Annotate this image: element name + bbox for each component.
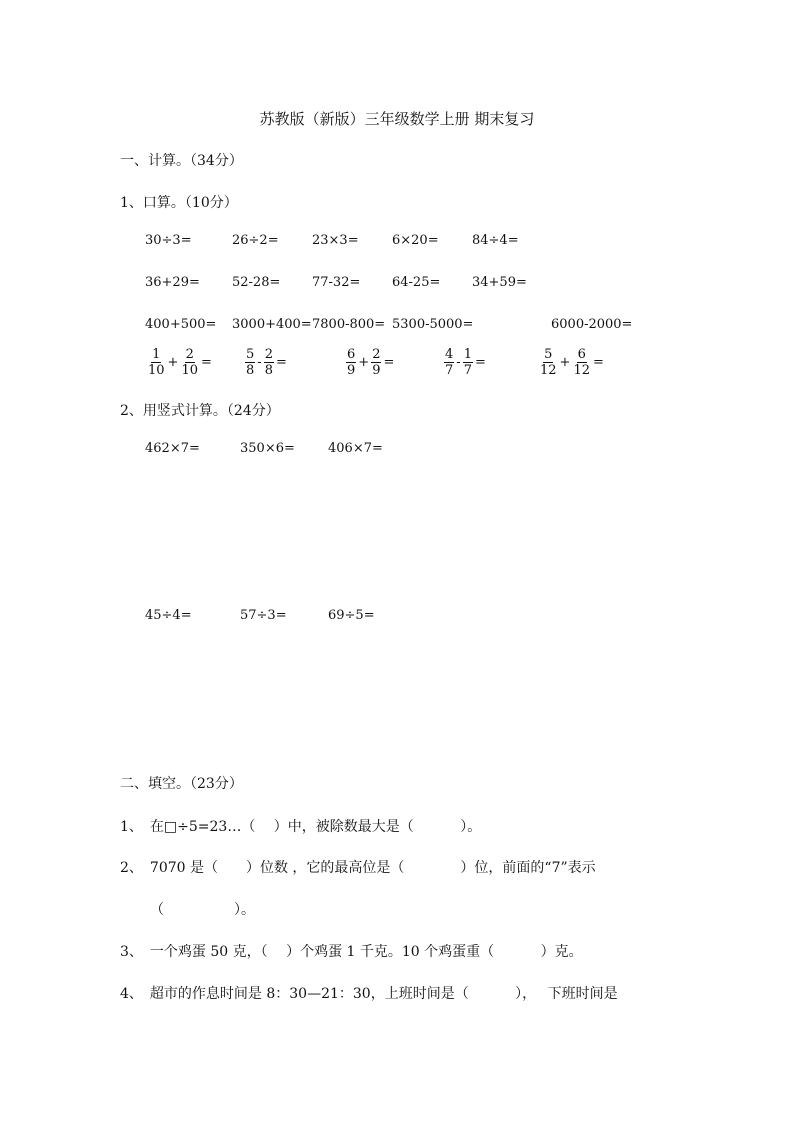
section-1-heading: 一、计算。（34分） (120, 153, 243, 169)
fill-blank-question-2: 2、 7070 是（ ）位数 ，它的最高位是（ ）位，前面的“7”表示 (120, 860, 596, 876)
oral-calc-item: 52-28= (232, 275, 281, 290)
equals-sign: = (474, 355, 486, 370)
denominator: 8 (264, 363, 273, 378)
equals-sign: = (201, 355, 212, 370)
oral-calc-heading: 1、口算。（10分） (120, 195, 238, 211)
oral-calc-item: 64-25= (392, 275, 441, 290)
numerator: 2 (185, 347, 194, 362)
vertical-calc-item: 45÷4= (145, 608, 192, 623)
operator: - (257, 355, 262, 370)
oral-calc-item: 34+59= (472, 275, 527, 290)
fraction (444, 347, 454, 378)
oral-calc-item: 77-32= (312, 275, 361, 290)
oral-calc-item: 23×3= (312, 233, 359, 248)
oral-calc-item: 5300-5000= (392, 317, 474, 332)
numerator: 2 (264, 347, 273, 362)
oral-calc-item: 26÷2= (232, 233, 279, 248)
fraction-expression (443, 347, 487, 378)
fraction (346, 347, 356, 378)
denominator: 10 (181, 363, 198, 378)
oral-calc-item: 30÷3= (145, 233, 192, 248)
numerator: 5 (246, 347, 255, 362)
page-title: 苏教版（新版）三年级数学上册 期末复习 (259, 110, 535, 128)
numerator: 4 (445, 347, 454, 362)
fraction-expression (538, 347, 605, 378)
equals-sign: = (593, 355, 604, 370)
numerator: 1 (463, 347, 472, 362)
oral-calc-item: 36+29= (145, 275, 200, 290)
denominator: 7 (445, 363, 454, 378)
fraction (264, 347, 274, 378)
fill-blank-question-4: 4、 超市的作息时间是 8：30—21：30，上班时间是（ ）， 下班时间是 (120, 986, 618, 1002)
fraction-expression (345, 347, 395, 378)
denominator: 8 (246, 363, 255, 378)
numerator: 5 (544, 347, 553, 362)
fill-blank-question-3: 3、 一个鸡蛋 50 克，（ ）个鸡蛋 1 千克。10 个鸡蛋重（ ）克。 (120, 944, 583, 960)
numerator: 6 (577, 347, 586, 362)
vertical-calc-heading: 2、用竖式计算。（24分） (120, 403, 280, 419)
oral-calc-item: 6×20= (392, 233, 439, 248)
oral-calc-item: 7800-800= (312, 317, 386, 332)
oral-calc-item: 84÷4= (472, 233, 519, 248)
numerator: 1 (152, 347, 161, 362)
fraction (463, 347, 473, 378)
denominator: 9 (347, 363, 356, 378)
operator: + (559, 355, 571, 370)
section-2-heading: 二、填空。（23分） (120, 776, 243, 792)
vertical-calc-item: 57÷3= (240, 608, 287, 623)
numerator: 2 (372, 347, 381, 362)
vertical-calc-item: 406×7= (328, 441, 383, 456)
vertical-calc-item: 69÷5= (328, 608, 375, 623)
denominator: 9 (372, 363, 381, 378)
fill-blank-question-1: 1、 在□÷5=23…（ ）中，被除数最大是（ ）。 (120, 819, 482, 835)
fraction (147, 347, 166, 378)
fill-blank-question-2-continued: （ ）。 (150, 902, 255, 918)
fraction-expression (146, 347, 213, 378)
numerator: 6 (347, 347, 356, 362)
fraction (245, 347, 255, 378)
vertical-calc-item: 462×7= (145, 441, 200, 456)
vertical-calc-item: 350×6= (240, 441, 295, 456)
denominator: 12 (540, 363, 557, 378)
fraction-expression (244, 347, 288, 378)
denominator: 7 (463, 363, 472, 378)
equals-sign: = (275, 355, 287, 370)
denominator: 10 (148, 363, 165, 378)
fraction (539, 347, 558, 378)
fraction (180, 347, 199, 378)
oral-calc-item: 400+500= (145, 317, 217, 332)
fraction (371, 347, 381, 378)
denominator: 12 (573, 363, 590, 378)
operator: + (167, 355, 179, 370)
operator: + (358, 355, 370, 370)
fraction (572, 347, 591, 378)
operator: - (456, 355, 461, 370)
oral-calc-item: 3000+400= (232, 317, 312, 332)
equals-sign: = (383, 355, 395, 370)
oral-calc-item: 6000-2000= (551, 317, 633, 332)
